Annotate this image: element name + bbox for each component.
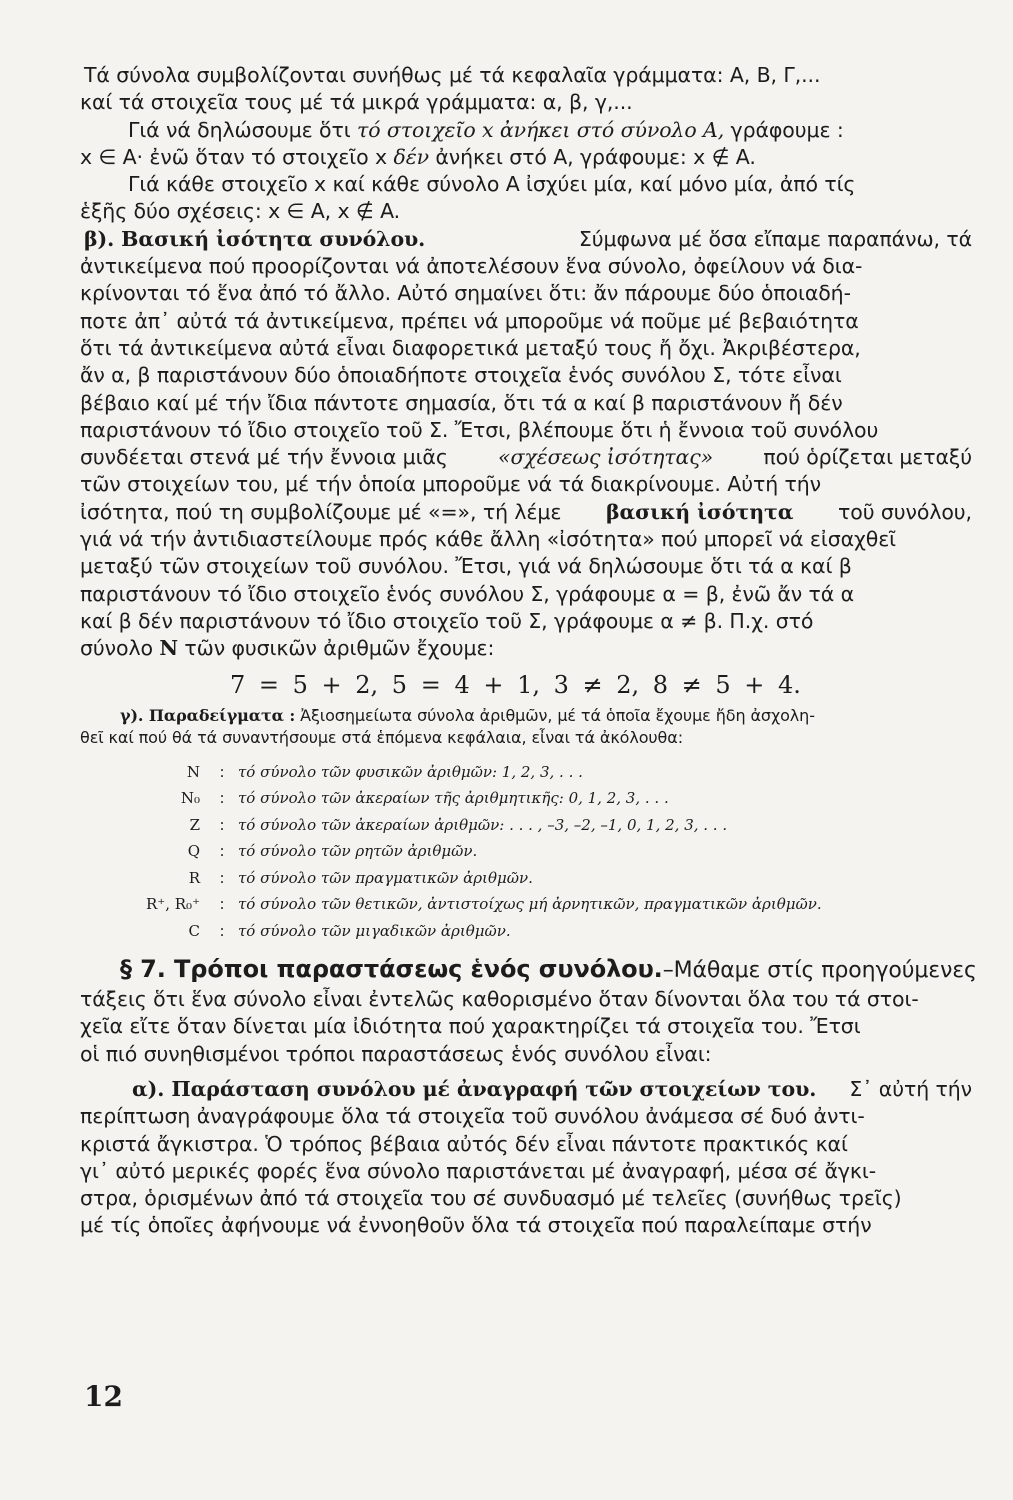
- list-item: C : τό σύνολο τῶν μιγαδικῶν ἀριθμῶν.: [80, 918, 972, 945]
- sets-list: [80, 759, 972, 945]
- set-definition: τό σύνολο τῶν θετικῶν, ἀντιστοίχως μή ἀρνητικῶν, πραγματικῶν ἀριθμῶν.: [238, 895, 822, 914]
- text-line: παριστάνουν τό ἴδιο στοιχεῖο ἑνός συνόλου Σ, γράφουμε α = β, ἐνῶ ἄν τά α: [80, 581, 855, 606]
- text-line: ποτε ἀπ᾽ αὐτά τά ἀντικείμενα, πρέπει νά μποροῦμε νά ποῦμε μέ βεβαιότητα: [80, 308, 859, 333]
- text-line: θεῖ καί πού θά τά συναντήσουμε στά ἑπόμενα κεφάλαια, εἶναι τά ἀκόλουθα:: [80, 727, 683, 747]
- text-line: κριστά ἄγκιστρα. Ὁ τρόπος βέβαια αὐτός δέν εἶναι πάντοτε πρακτικός καί: [80, 1131, 848, 1156]
- set-definition: τό σύνολο τῶν ἀκεραίων ἀριθμῶν: . . . , –3, –2, –1, 0, 1, 2, 3, . . .: [238, 815, 728, 834]
- set-definition: τό σύνολο τῶν πραγματικῶν ἀριθμῶν.: [238, 868, 533, 887]
- text-line: κρίνονται τό ἕνα ἀπό τό ἄλλο. Αὐτό σημαίνει ὅτι: ἄν πάρουμε δύο ὁποιαδή-: [80, 281, 851, 306]
- set-definition: τό σύνολο τῶν μιγαδικῶν ἀριθμῶν.: [238, 921, 511, 940]
- text-line: γι᾽ αὐτό μερικές φορές ἕνα σύνολο παριστάνεται μέ ἀναγραφή, μέσα σέ ἄγκι-: [80, 1158, 877, 1183]
- text-line: οἱ πιό συνηθισμένοι τρόποι παραστάσεως ἑνός συνόλου εἶναι:: [80, 1041, 712, 1066]
- text-line: ἑξῆς δύο σχέσεις: x ∈ A, x ∉ A.: [80, 199, 401, 224]
- text-line: [80, 499, 972, 526]
- text-span: –Μάθαμε στίς προηγούμενες: [662, 958, 977, 984]
- text-span: ἀνήκει στό Α, γράφουμε: x ∉ A.: [435, 144, 756, 169]
- list-item: R : τό σύνολο τῶν πραγματικῶν ἀριθμῶν.: [80, 865, 972, 892]
- text-line: καί β δέν παριστάνουν τό ἴδιο στοιχεῖο τοῦ Σ, γράφουμε α ≠ β. Π.χ. στό: [80, 608, 814, 633]
- set-symbol: R: [188, 868, 200, 887]
- set-symbol: C: [188, 921, 200, 940]
- text-span: τῶν φυσικῶν ἀριθμῶν ἔχουμε:: [184, 636, 495, 661]
- text-line: στρα, ὁρισμένων ἀπό τά στοιχεῖα του σέ συνδυασμό μέ τελεῖες (συνήθως τρεῖς): [80, 1186, 902, 1211]
- set-symbol: R⁺, R₀⁺: [146, 895, 200, 914]
- set-symbol: N₀: [180, 789, 200, 808]
- text-span: Ἀξιοσημείωτα σύνολα ἀριθμῶν, μέ τά ὁποῖα ἔχουμε ἤδη ἀσχολη-: [300, 705, 815, 725]
- text-line: [80, 444, 972, 471]
- list-item: N₀ : τό σύνολο τῶν ἀκεραίων τῆς ἀριθμητικῆς: 0, 1, 2, 3, . . .: [80, 785, 972, 812]
- text-line: τάξεις ὅτι ἕνα σύνολο εἶναι ἐντελῶς καθορισμένο ὅταν δίνονται ὅλα του τά στοι-: [80, 987, 919, 1012]
- set-definition: τό σύνολο τῶν φυσικῶν ἀριθμῶν: 1, 2, 3, . . .: [238, 762, 583, 781]
- text-span: συνδέεται στενά μέ τήν ἔννοια μιᾶς: [80, 445, 448, 470]
- list-item: Z : τό σύνολο τῶν ἀκεραίων ἀριθμῶν: . . . , –3, –2, –1, 0, 1, 2, 3, . . .: [80, 812, 972, 839]
- italic-phrase: «σχέσεως ἰσότητας»: [498, 445, 714, 470]
- page-body: [80, 62, 977, 1240]
- text-line: Γιά κάθε στοιχεῖο x καί κάθε σύνολο Α ἰσχύει μία, καί μόνο μία, ἀπό τίς: [128, 172, 856, 197]
- set-symbol: N: [159, 636, 178, 661]
- section-heading: [80, 954, 977, 986]
- text-span: Σύμφωνα μέ ὅσα εἴπαμε παραπάνω, τά: [578, 226, 972, 251]
- text-line: μεταξύ τῶν στοιχείων τοῦ συνόλου. Ἔτσι, γιά νά δηλώσουμε ὅτι τά α καί β: [80, 554, 852, 579]
- text-span: πού ὁρίζεται μεταξύ: [763, 445, 972, 470]
- italic-phrase: τό στοιχεῖο x ἀνήκει στό σύνολο Α,: [356, 117, 725, 142]
- bold-phrase: βασική ἰσότητα: [605, 499, 794, 524]
- text-span: Σ᾽ αὐτή τήν: [849, 1076, 972, 1101]
- set-symbol: N: [186, 762, 200, 781]
- text-line: ὅτι τά ἀντικείμενα αὐτά εἶναι διαφορετικά μεταξύ τους ἤ ὄχι. Ἀκριβέστερα,: [80, 335, 861, 360]
- text-line: ἀντικείμενα πού προορίζονται νά ἀποτελέσουν ἕνα σύνολο, ὀφείλουν νά δια-: [80, 254, 863, 279]
- text-line: Τά σύνολα συμβολίζονται συνήθως μέ τά κεφαλαῖα γράμματα: Α, Β, Γ,...: [84, 63, 821, 87]
- text-line: περίπτωση ἀναγράφουμε ὅλα τά στοιχεῖα τοῦ συνόλου ἀνάμεσα σέ δυό ἀντι-: [80, 1104, 865, 1129]
- text-line: [80, 705, 972, 727]
- text-line: [80, 117, 972, 144]
- equation: 7 = 5 + 2, 5 = 4 + 1, 3 ≠ 2, 8 ≠ 5 + 4.: [230, 670, 801, 699]
- text-line: βέβαιο καί μέ τήν ἴδια πάντοτε σημασία, ὅτι τά α καί β παριστάνουν ἤ δέν: [80, 390, 843, 415]
- text-span: x ∈ A· ἐνῶ ὅταν τό στοιχεῖο x: [80, 144, 388, 169]
- text-line: γιά νά τήν ἀντιδιαστείλουμε πρός κάθε ἄλλη «ἰσότητα» πού μπορεῖ νά εἰσαχθεῖ: [80, 527, 897, 552]
- text-line: ἄν α, β παριστάνουν δύο ὁποιαδήποτε στοιχεῖα ἑνός συνόλου Σ, τότε εἶναι: [80, 363, 842, 388]
- section-label: α). Παράσταση συνόλου μέ ἀναγραφή τῶν στοιχείων του.: [132, 1076, 817, 1101]
- section-label: β). Βασική ἰσότητα συνόλου.: [84, 226, 426, 251]
- text-span: γράφουμε :: [730, 117, 844, 142]
- text-span: τοῦ συνόλου,: [838, 499, 972, 524]
- set-symbol: Z: [189, 815, 200, 834]
- text-line: [80, 226, 972, 253]
- text-span: Γιά νά δηλώσουμε ὅτι: [128, 117, 351, 142]
- page-number: 12: [84, 1380, 123, 1413]
- set-symbol: Q: [187, 842, 200, 861]
- text-line: τῶν στοιχείων του, μέ τήν ὁποία μποροῦμε νά τά διακρίνουμε. Αὐτή τήν: [80, 472, 821, 497]
- italic-phrase: δέν: [393, 144, 429, 169]
- set-definition: τό σύνολο τῶν ἀκεραίων τῆς ἀριθμητικῆς: 0, 1, 2, 3, . . .: [238, 789, 669, 808]
- text-line: χεῖα εἴτε ὅταν δίνεται μία ἰδιότητα πού χαρακτηρίζει τά στοιχεῖα του. Ἔτσι: [80, 1014, 861, 1039]
- list-item: R⁺, R₀⁺ : τό σύνολο τῶν θετικῶν, ἀντιστοίχως μή ἀρνητικῶν, πραγματικῶν ἀριθμῶν.: [80, 891, 972, 918]
- set-definition: τό σύνολο τῶν ρητῶν ἀριθμῶν.: [238, 842, 478, 861]
- text-span: ἰσότητα, πού τη συμβολίζουμε μέ «=», τή λέμε: [80, 499, 562, 524]
- list-item: Q : τό σύνολο τῶν ρητῶν ἀριθμῶν.: [80, 838, 972, 865]
- text-line: μέ τίς ὁποῖες ἀφήνουμε νά ἐννοηθοῦν ὅλα τά στοιχεῖα πού παραλείπαμε στήν: [80, 1213, 872, 1238]
- list-item: N : τό σύνολο τῶν φυσικῶν ἀριθμῶν: 1, 2, 3, . . .: [80, 759, 972, 786]
- text-line: παριστάνουν τό ἴδιο στοιχεῖο τοῦ Σ. Ἔτσι, βλέπουμε ὅτι ἡ ἔννοια τοῦ συνόλου: [80, 417, 879, 442]
- section-label: γ). Παραδείγματα :: [120, 705, 296, 725]
- text-line: [80, 144, 972, 171]
- text-line: [80, 635, 972, 662]
- text-line: καί τά στοιχεῖα τους μέ τά μικρά γράμματα: α, β, γ,...: [80, 90, 633, 115]
- text-span: σύνολο: [80, 636, 153, 661]
- heading-title: § 7. Τρόποι παραστάσεως ἑνός συνόλου.: [120, 955, 663, 984]
- text-line: [80, 1076, 972, 1103]
